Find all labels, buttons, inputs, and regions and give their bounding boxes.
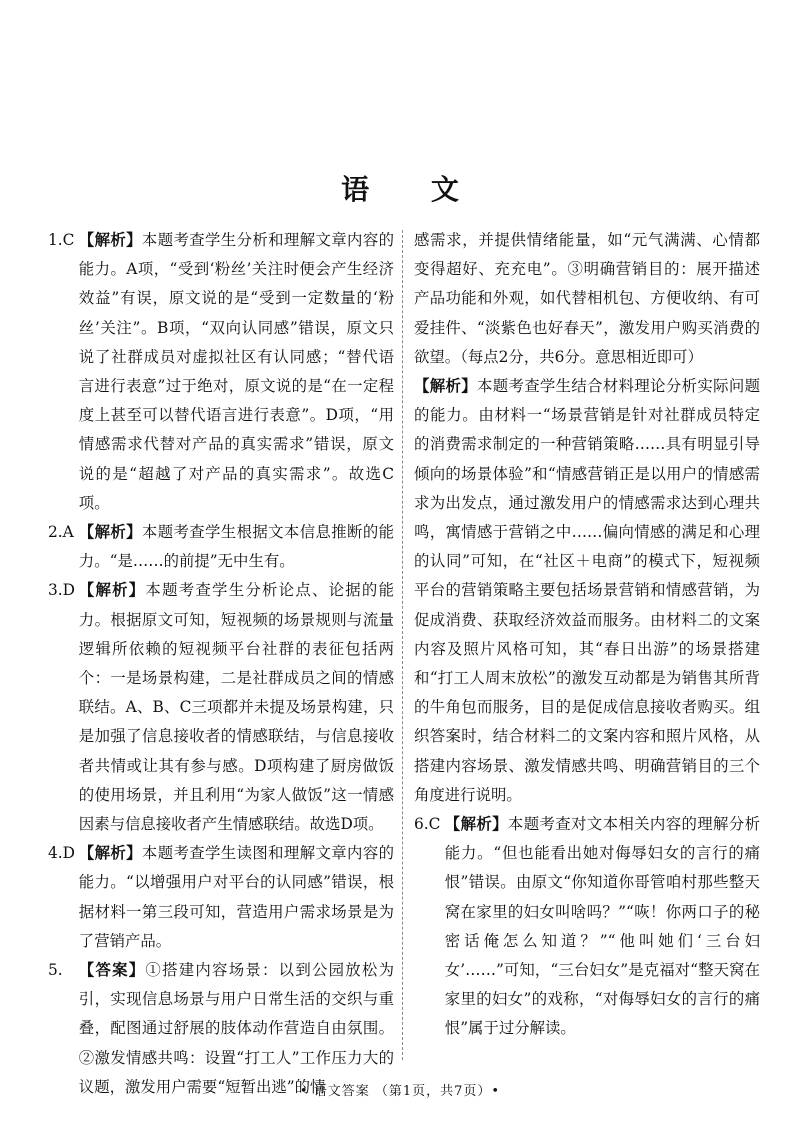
answer-item-2 bbox=[48, 518, 394, 576]
item-text: 本题考查学生分析论点、论据的能力。根据原文可知，短视频的场景规则与流量逻辑所依赖的短视频平台社群的表征包括两个：一是场景构建，二是社群成员之间的情感联结。A、B、C三项都并未提及场景构建，只是加强了信息接收者的情感联结，与信息接收者共情或让其有参与感。D项构建了厨房做饭的使用场景，并且利用“为家人做饭”这一情感因素与信息接收者产生情感联结。故选D项。 bbox=[78, 581, 394, 834]
page-title: 语 文 bbox=[341, 173, 485, 206]
page-footer: • 语文答案 （第1页，共7页）• bbox=[299, 1084, 501, 1099]
right-column bbox=[414, 226, 760, 1044]
analysis-tag: 【解析】 bbox=[78, 523, 142, 542]
item-number: 2.A bbox=[48, 523, 74, 542]
item-text: 本题考查学生根据文本信息推断的能力。“是……的前提”无中生有。 bbox=[78, 523, 394, 571]
left-column bbox=[48, 226, 394, 1102]
item-number: 3.D bbox=[48, 581, 76, 600]
item-number: 1.C bbox=[48, 231, 75, 249]
item-text: 本题考查学生分析和理解文章内容的能力。A项，“受到‘粉丝’关注时便会产生经济效益”有误，原文说的是“受到一定数量的‘粉丝’关注”。B项，“双向认同感”错误，原文只说了社群成员对虚拟社区有认同感；“替代语言进行表意”过于绝对，原文说的是“在一定程度上甚至可以替代语言进行表意”。D项，“用情感需求代替对产品的真实需求”错误，原文说的是“超越了对产品的真实需求”。故选C项。 bbox=[78, 231, 394, 512]
answer-item-1 bbox=[48, 226, 394, 518]
answer-item-6 bbox=[414, 810, 760, 1044]
item-number: 5. bbox=[48, 961, 63, 980]
answer-item-3 bbox=[48, 576, 394, 839]
item-number: 6.C bbox=[414, 815, 441, 834]
item-number: 4.D bbox=[48, 844, 76, 863]
analysis-tag: 【解析】 bbox=[444, 815, 508, 834]
item-text: 本题考查对文本相关内容的理解分析能力。“但也能看出她对侮辱妇女的言行的痛恨”错误。由原文“你知道你哥管咱村那些整天窝在家里的妇女叫啥吗？”“咴！你两口子的秘密话俺怎么知道？”“他叫她们‘三台妇女’……”可知，“三台妇女”是克福对“整天窝在家里的妇女”的戏称，“对侮辱妇女的言行的痛恨”属于过分解读。 bbox=[444, 815, 760, 1038]
analysis-tag: 【解析】 bbox=[78, 581, 146, 600]
answer-5-analysis bbox=[414, 372, 760, 810]
column-divider bbox=[402, 230, 403, 1060]
analysis-tag: 【解析】 bbox=[414, 377, 477, 396]
answer-5-continuation: 感需求，并提供情绪能量，如“元气满满、心情都变得超好、充充电”。③明确营销目的：展开描述产品功能和外观，如代替相机包、方便收纳、有可爱挂件、“淡紫色也好春天”，激发用户购买消费的欲望。（每点2分，共6分。意思相近即可） bbox=[414, 231, 760, 366]
analysis-text: 本题考查学生结合材料理论分析实际问题的能力。由材料一“场景营销是针对社群成员特定的消费需求制定的一种营销策略……具有明显引导倾向的场景体验”和“情感营销正是以用户的情感需求为出发点，通过激发用户的情感需求达到心理共鸣，寓情感于营销之中……偏向情感的满足和心理的认同”可知，在“社区＋电商”的模式下，短视频平台的营销策略主要包括场景营销和情感营销，为促成消费、获取经济效益而服务。由材料二的文案内容及照片风格可知，其“春日出游”的场景搭建和“打工人周末放松”的激发互动都是为销售其所背的牛角包而服务，目的是促成信息接收者购买。组织答案时，结合材料二的文案内容和照片风格，从搭建内容场景、激发情感共鸣、明确营销目的三个角度进行说明。 bbox=[414, 377, 760, 804]
analysis-tag: 【解析】 bbox=[78, 231, 142, 249]
answer-tag: 【答案】 bbox=[78, 961, 146, 980]
item-text: 本题考查学生读图和理解文章内容的能力。“以增强用户对平台的认同感”错误，根据材料一第三段可知，营造用户需求场景是为了营销产品。 bbox=[78, 844, 394, 950]
answer-item-4 bbox=[48, 839, 394, 956]
analysis-tag: 【解析】 bbox=[78, 844, 142, 863]
item-text: ①搭建内容场景：以到公园放松为引，实现信息场景与用户日常生活的交织与重叠，配图通过舒展的肢体动作营造自由氛围。②激发情感共鸣：设置“打工人”工作压力大的议题，激发用户需要“短暂出逃”的情 bbox=[78, 961, 394, 1096]
